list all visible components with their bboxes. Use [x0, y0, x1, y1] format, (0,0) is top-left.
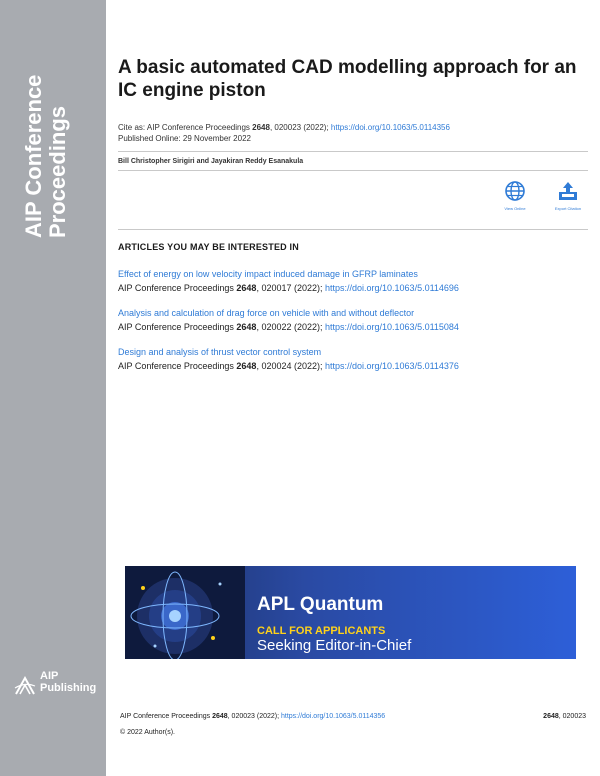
publisher-logo[interactable]	[14, 670, 104, 700]
footer-page-volume: 2648	[543, 713, 559, 720]
divider	[118, 229, 588, 230]
cite-rest: , 020023 (2022);	[269, 123, 331, 132]
journal-sidebar	[0, 0, 106, 776]
related-doi-link[interactable]: https://doi.org/10.1063/5.0115084	[325, 322, 459, 332]
related-article-title[interactable]: Effect of energy on low velocity impact induced damage in GFRP laminates	[118, 269, 418, 279]
related-cite-rest: , 020022 (2022);	[256, 322, 325, 332]
banner-title: APL Quantum	[257, 594, 384, 615]
citation-block	[118, 122, 588, 144]
cite-prefix: Cite as: AIP Conference Proceedings	[118, 123, 253, 132]
related-doi-link[interactable]: https://doi.org/10.1063/5.0114696	[325, 283, 459, 293]
related-article-title[interactable]: Analysis and calculation of drag force on vehicle with and without deflector	[118, 308, 415, 318]
footer-page-number	[543, 712, 586, 721]
related-article-citation	[118, 320, 588, 334]
journal-name-line2: Proceedings	[45, 105, 70, 238]
export-citation-label: Export Citation	[554, 206, 582, 211]
related-article-citation	[118, 359, 588, 373]
view-online-label: View Online	[504, 206, 526, 211]
related-article	[118, 268, 588, 295]
related-cite-rest: , 020017 (2022);	[256, 283, 325, 293]
related-cite-prefix: AIP Conference Proceedings	[118, 361, 237, 371]
publisher-name-line1: AIP	[40, 670, 59, 682]
footer-citation	[120, 712, 460, 721]
cite-line	[118, 122, 588, 133]
banner-subtitle: Seeking Editor-in-Chief	[257, 637, 412, 654]
cite-doi-link[interactable]: https://doi.org/10.1063/5.0114356	[330, 123, 450, 132]
authors: Bill Christopher Sirigiri and Jayakiran Reddy Esanakula	[118, 158, 304, 165]
related-cite-volume: 2648	[236, 322, 257, 332]
footer-doi-link[interactable]: https://doi.org/10.1063/5.0114356	[281, 713, 386, 720]
footer-cite-rest: , 020023 (2022);	[227, 713, 281, 720]
divider	[118, 151, 588, 152]
related-cite-prefix: AIP Conference Proceedings	[118, 283, 237, 293]
banner-call-to-action: CALL FOR APPLICANTS	[257, 625, 386, 637]
footer-page-id: , 020023	[558, 713, 586, 720]
quantum-graphic-image	[125, 566, 245, 659]
publisher-name	[40, 670, 96, 694]
journal-name-line1: AIP Conference	[21, 74, 46, 238]
cite-volume: 2648	[252, 123, 270, 132]
related-doi-link[interactable]: https://doi.org/10.1063/5.0114376	[325, 361, 459, 371]
divider	[118, 170, 588, 171]
related-cite-rest: , 020024 (2022);	[256, 361, 325, 371]
globe-icon	[504, 180, 526, 202]
footer-cite-volume: 2648	[212, 713, 228, 720]
published-date: Published Online: 29 November 2022	[118, 134, 251, 143]
export-icon	[557, 180, 579, 202]
view-online-button[interactable]	[490, 180, 540, 211]
copyright-notice: © 2022 Author(s).	[120, 729, 175, 736]
paper-title: A basic automated CAD modelling approach for an IC engine piston	[118, 57, 577, 101]
publisher-logo-icon	[14, 674, 36, 696]
related-cite-volume: 2648	[236, 361, 257, 371]
related-cite-prefix: AIP Conference Proceedings	[118, 322, 237, 332]
related-article-citation	[118, 281, 588, 295]
footer-cite-prefix: AIP Conference Proceedings	[120, 713, 213, 720]
related-article-title[interactable]: Design and analysis of thrust vector control system	[118, 347, 322, 357]
publisher-name-line2: Publishing	[40, 682, 97, 694]
export-citation-button[interactable]	[543, 180, 593, 211]
journal-name	[22, 38, 70, 238]
related-cite-volume: 2648	[236, 283, 257, 293]
related-article	[118, 346, 588, 373]
journal-advertisement-banner[interactable]	[125, 566, 576, 659]
related-article	[118, 307, 588, 334]
related-articles-heading: ARTICLES YOU MAY BE INTERESTED IN	[118, 242, 299, 252]
